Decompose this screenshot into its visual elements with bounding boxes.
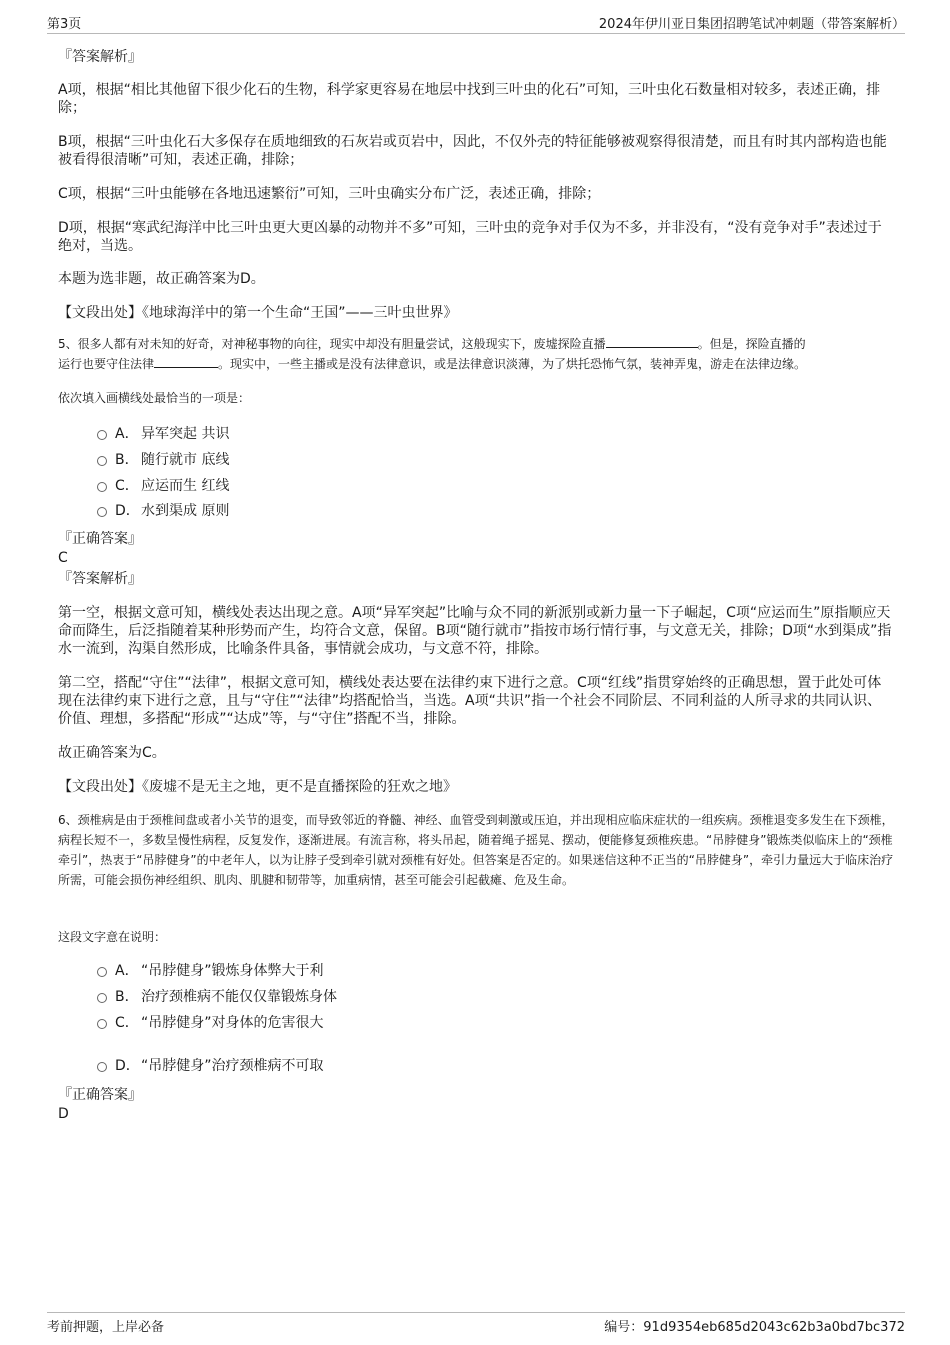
document-title: 2024年伊川亚日集团招聘笔试冲刺题（带答案解析） bbox=[598, 17, 905, 32]
radio-icon[interactable] bbox=[97, 507, 107, 517]
q5-answer-heading: 『正确答案』 bbox=[58, 531, 142, 547]
footer-slogan: 考前押题，上岸必备 bbox=[47, 1320, 165, 1335]
q5-analysis-p1: 第一空，根据文意可知，横线处表达出现之意。A项“异军突起”比喻与众不同的新派别或新力量一下子崛起，C项“应运而生”原指顺应天命而降生，后泛指随着某种形势而产生，均符合文意，保留。B项“随行就市”指按市场行情行事，与文意无关，排除；D项“水到渠成”指水一流到，沟渠自然形成，比喻条件具备，事情就会成功，与文意不符，排除。 bbox=[58, 605, 892, 657]
q5-prompt: 依次填入画横线处最恰当的一项是： bbox=[58, 391, 251, 405]
radio-icon[interactable] bbox=[97, 967, 107, 977]
page-header bbox=[47, 13, 905, 34]
q6-option-a[interactable]: A． “吊脖健身”锻炼身体弊大于利 bbox=[97, 961, 324, 981]
q5-option-b[interactable]: B． 随行就市 底线 bbox=[97, 450, 229, 470]
q6-answer-heading: 『正确答案』 bbox=[58, 1087, 142, 1103]
document-code: 编号：91d9354eb685d2043c62b3a0bd7bc372 bbox=[604, 1320, 905, 1335]
radio-icon[interactable] bbox=[97, 993, 107, 1003]
q5-answer: C bbox=[58, 550, 68, 566]
q4-conclusion: 本题为选非题，故正确答案为D。 bbox=[58, 271, 265, 287]
page-footer bbox=[47, 1312, 905, 1335]
q5-source: 【文段出处】《废墟不是无主之地，更不是直播探险的狂欢之地》 bbox=[58, 779, 457, 795]
radio-icon[interactable] bbox=[97, 482, 107, 492]
q6-answer: D bbox=[58, 1106, 69, 1122]
q4-analysis-heading: 『答案解析』 bbox=[58, 49, 142, 65]
radio-icon[interactable] bbox=[97, 430, 107, 440]
q6-option-b[interactable]: B． 治疗颈椎病不能仅仅靠锻炼身体 bbox=[97, 987, 337, 1007]
q5-analysis-heading: 『答案解析』 bbox=[58, 571, 142, 587]
q5-option-d[interactable]: D．水到渠成 原则 bbox=[97, 501, 229, 521]
radio-icon[interactable] bbox=[97, 1062, 107, 1072]
q5-stem: 5、很多人都有对未知的好奇，对神秘事物的向往，现实中却没有胆量尝试，这般现实下，废墟探险直播 。但是，探险直播的 运行也要守住法律 。现实中，一些主播或是没有法律意识，或是法律意识淡薄，为了烘托恐怖气氛，装神弄鬼，游走在法律边缘。 bbox=[58, 337, 807, 371]
q5-option-c[interactable]: C． 应运而生 红线 bbox=[97, 476, 229, 496]
q4-analysis-a: A项，根据“相比其他留下很少化石的生物，科学家更容易在地层中找到三叶虫的化石”可知，三叶虫化石数量相对较多，表述正确，排除； bbox=[58, 82, 881, 116]
q4-source: 【文段出处】《地球海洋中的第一个生命“王国”——三叶虫世界》 bbox=[58, 305, 458, 321]
q6-option-c[interactable]: C． “吊脖健身”对身体的危害很大 bbox=[97, 1013, 324, 1033]
q6-prompt: 这段文字意在说明： bbox=[58, 930, 167, 944]
radio-icon[interactable] bbox=[97, 1019, 107, 1029]
q5-analysis-p2: 第二空，搭配“守住”“法律”，根据文意可知，横线处表达要在法律约束下进行之意。C项“红线”指贯穿始终的正确思想，置于此处可体现在法律约束下进行之意，且与“守住”“法律”均搭配恰当，当选。A项“共识”指一个社会不同阶层、不同利益的人所寻求的共同认识、价值、理想，多搭配“形成”“达成”等，与“守住”搭配不当，排除。 bbox=[58, 675, 882, 727]
q6-stem: 6、颈椎病是由于颈椎间盘或者小关节的退变，而导致邻近的脊髓、神经、血管受到刺激或压迫，并出现相应临床症状的一组疾病。颈椎退变多发生在下颈椎，病程长短不一，多数呈慢性病程，反复发作，逐渐进展。有流言称，将头吊起，随着绳子摇晃、摆动，便能修复颈椎疾患。“吊脖健身”锻炼类似临床上的“颈椎牵引”，热衷于“吊脖健身”的中老年人，以为让脖子受到牵引就对颈椎有好处。但答案是否定的。如果迷信这种不正当的“吊脖健身”，牵引力量远大于临床治疗所需，可能会损伤神经组织、肌肉、肌腱和韧带等，加重病情，甚至可能会引起截瘫、危及生命。 bbox=[58, 813, 894, 887]
radio-icon[interactable] bbox=[97, 456, 107, 466]
q5-option-a[interactable]: A． 异军突起 共识 bbox=[97, 424, 229, 444]
q6-option-d[interactable]: D．“吊脖健身”治疗颈椎病不可取 bbox=[97, 1056, 324, 1076]
q4-analysis-c: C项，根据“三叶虫能够在各地迅速繁衍”可知，三叶虫确实分布广泛，表述正确，排除； bbox=[58, 186, 601, 202]
page-number: 第3页 bbox=[47, 17, 82, 32]
q4-analysis-b: B项，根据“三叶虫化石大多保存在质地细致的石灰岩或页岩中，因此，不仅外壳的特征能够被观察得很清楚，而且有时其内部构造也能被看得很清晰”可知，表述正确，排除； bbox=[58, 134, 887, 168]
q5-conclusion: 故正确答案为C。 bbox=[58, 745, 166, 761]
q4-analysis-d: D项，根据“寒武纪海洋中比三叶虫更大更凶暴的动物并不多”可知，三叶虫的竞争对手仅为不多，并非没有，“没有竞争对手”表述过于绝对，当选。 bbox=[58, 220, 882, 254]
